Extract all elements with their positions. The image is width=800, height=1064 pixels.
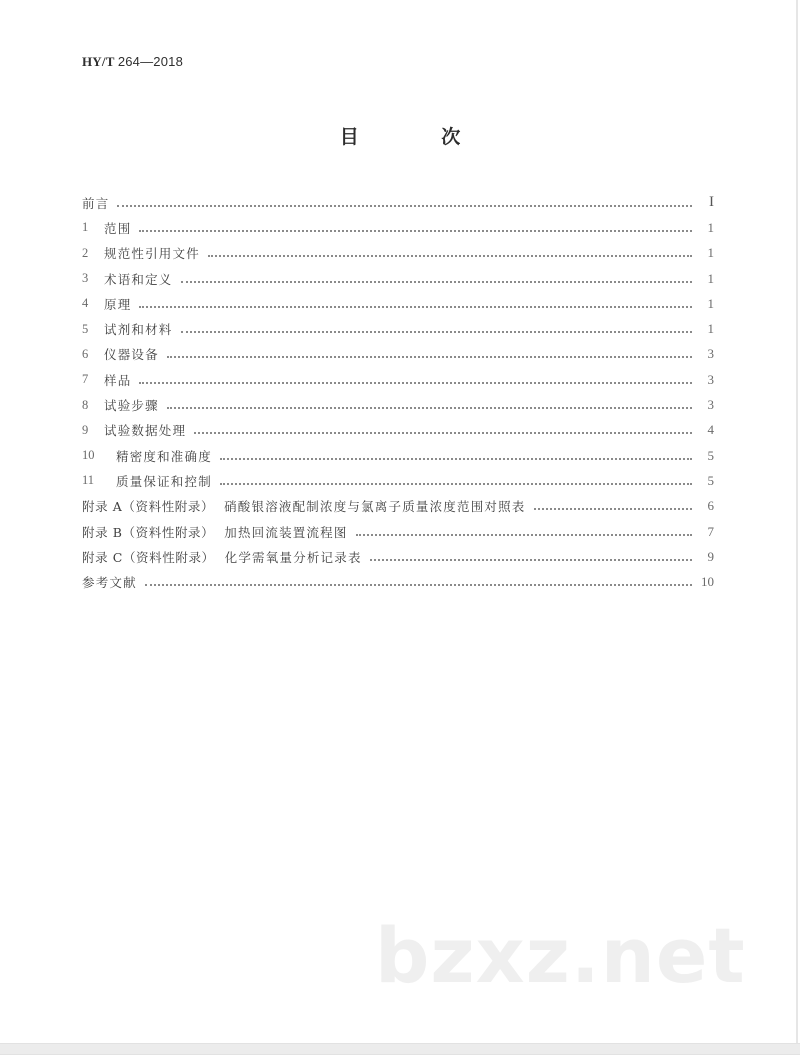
watermark: bzxz.net: [375, 911, 746, 1000]
dot-leader: [167, 405, 692, 409]
toc-entry-label: 试验步骤: [104, 398, 159, 414]
toc-entry-label: 原理: [104, 296, 132, 312]
toc-entry-1[interactable]: [82, 215, 714, 240]
dot-leader: [220, 456, 692, 460]
appendix-prefix: 附录 C（资料性附录）: [82, 549, 215, 565]
dot-leader: [534, 506, 692, 510]
standard-code-prefix: HY/T: [82, 54, 115, 69]
toc-entry-number: 8: [82, 397, 89, 412]
toc-entry-label: 规范性引用文件: [104, 246, 200, 262]
toc-entry-page: 6: [707, 498, 714, 514]
toc-entry-appendix-c[interactable]: [82, 544, 714, 569]
toc-entry-number: 9: [82, 422, 89, 437]
toc-entry-page: 10: [701, 574, 714, 590]
dot-leader: [220, 481, 692, 485]
toc-entry-page: 3: [707, 371, 714, 387]
toc-entry-page: 1: [707, 321, 714, 337]
toc-entry-8[interactable]: [82, 392, 714, 417]
toc-entry-5[interactable]: [82, 316, 714, 341]
toc-entry-label: 参考文献: [82, 575, 137, 591]
toc-entry-label: 精密度和准确度: [116, 448, 212, 464]
toc-entry-page: 3: [707, 397, 714, 413]
toc-entry-label: 硝酸银溶液配制浓度与氯离子质量浓度范围对照表: [224, 499, 526, 515]
toc-entry-number: 2: [82, 245, 89, 260]
toc-entry-page: 1: [707, 295, 714, 311]
toc-entry-page: 7: [707, 523, 714, 539]
table-of-contents: [82, 190, 714, 595]
dot-leader: [167, 354, 692, 358]
appendix-prefix: 附录 B（资料性附录）: [82, 524, 215, 540]
toc-entry-3[interactable]: [82, 266, 714, 291]
toc-entry-label: 试剂和材料: [104, 322, 173, 338]
toc-entry-page: 4: [707, 422, 714, 438]
toc-entry-number: 4: [82, 296, 89, 311]
standard-code: [82, 54, 183, 70]
toc-entry-10[interactable]: [82, 443, 714, 468]
toc-entry-page: 9: [707, 548, 714, 564]
page-title: 目 次: [339, 126, 499, 148]
toc-entry-number: 5: [82, 321, 89, 336]
dot-leader: [139, 304, 692, 308]
toc-entry-number: 3: [82, 271, 89, 286]
toc-entry-page: 5: [707, 472, 714, 488]
toc-entry-9[interactable]: [82, 418, 714, 443]
toc-entry-label: 加热回流装置流程图: [224, 524, 348, 540]
toc-entry-2[interactable]: [82, 241, 714, 266]
dot-leader: [145, 582, 692, 586]
dot-leader: [181, 329, 692, 333]
toc-entry-page: 1: [707, 219, 714, 235]
dot-leader: [181, 279, 692, 283]
toc-entry-11[interactable]: [82, 468, 714, 493]
toc-entry-page: I: [709, 194, 714, 211]
toc-entry-number: 7: [82, 372, 89, 387]
toc-entry-label: 术语和定义: [104, 271, 173, 287]
toc-entry-7[interactable]: [82, 367, 714, 392]
toc-entry-number: 6: [82, 346, 89, 361]
page-separator: [0, 1043, 800, 1055]
dot-leader: [117, 203, 692, 207]
toc-entry-label: 仪器设备: [104, 347, 159, 363]
toc-entry-appendix-a[interactable]: [82, 494, 714, 519]
toc-entry-page: 3: [707, 346, 714, 362]
toc-entry-number: 11: [82, 473, 95, 488]
dot-leader: [139, 380, 692, 384]
dot-leader: [139, 228, 692, 232]
appendix-prefix: 附录 A（资料性附录）: [82, 499, 215, 515]
toc-entry-references[interactable]: [82, 569, 714, 594]
dot-leader: [208, 253, 692, 257]
toc-entry-label: 样品: [104, 372, 132, 388]
toc-entry-label: 试验数据处理: [104, 423, 187, 439]
toc-entry-label: 质量保证和控制: [116, 473, 212, 489]
toc-entry-page: 1: [707, 245, 714, 261]
toc-entry-page: 1: [707, 270, 714, 286]
toc-entry-4[interactable]: [82, 291, 714, 316]
toc-entry-number: 10: [82, 448, 95, 463]
toc-entry-label: 化学需氧量分析记录表: [224, 549, 362, 565]
toc-entry-label: 前言: [82, 195, 110, 211]
toc-entry-appendix-b[interactable]: [82, 519, 714, 544]
standard-code-number: 264—2018: [117, 54, 184, 69]
dot-leader: [370, 557, 692, 561]
toc-entry-label: 范围: [104, 220, 132, 236]
toc-entry-number: 1: [82, 220, 89, 235]
toc-entry-page: 5: [707, 447, 714, 463]
dot-leader: [356, 532, 692, 536]
toc-entry-foreword[interactable]: [82, 190, 714, 215]
dot-leader: [194, 430, 692, 434]
toc-entry-6[interactable]: [82, 342, 714, 367]
